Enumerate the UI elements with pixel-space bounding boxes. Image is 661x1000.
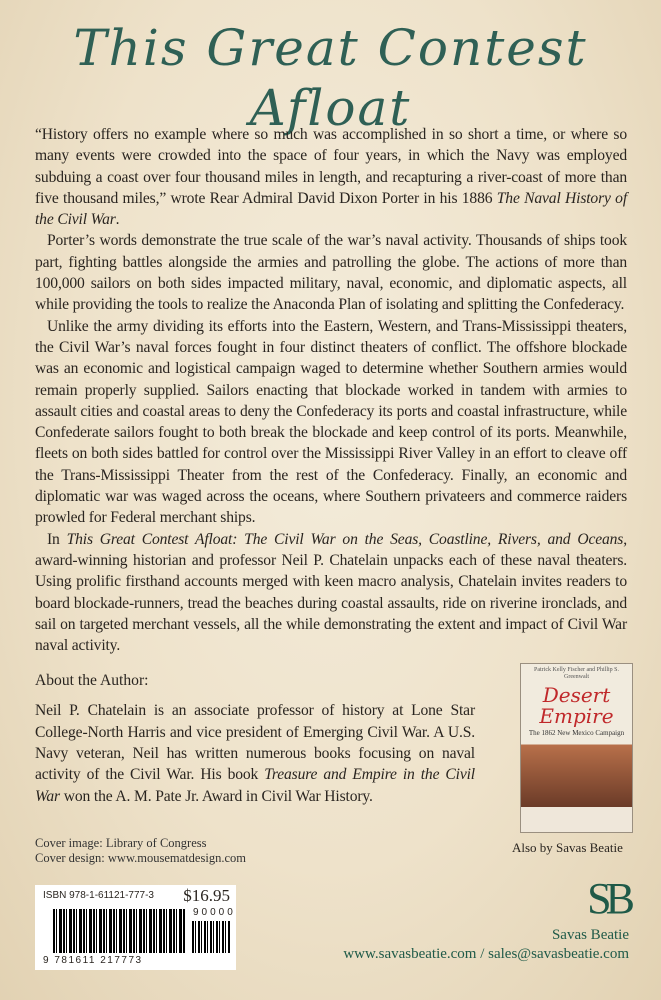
publisher-logo: SB <box>587 874 629 923</box>
other-book-authors: Patrick Kelly Fischer and Phillip S. Greenwalt <box>534 667 619 680</box>
other-book-cover <box>520 663 633 833</box>
text-run: “History offers no example where so much was accomplished in so short a time, or where so many events were crowded into the space of four years, in which the Navy was employed subduing a coast over four thousand miles in length, and recapturing a river-coast of more than five thousand miles,” wrote Rear Admiral David Dixon Porter in his 1886 <box>35 126 627 207</box>
about-author-text <box>35 700 475 806</box>
cover-design-credit: Cover design: www.mousematdesign.com <box>35 851 246 865</box>
text-run: . <box>115 211 120 229</box>
isbn-text: ISBN 978-1-61121-777-3 <box>43 890 154 901</box>
paragraph <box>35 316 627 529</box>
other-book-title: Desert Empire <box>539 683 614 728</box>
book-title: This Great Contest Afloat <box>73 19 588 137</box>
other-book-subtitle: The 1862 New Mexico Campaign <box>528 729 625 737</box>
text-run: won the A. M. Pate Jr. Award in Civil War History. <box>59 787 373 805</box>
cover-image-credit: Cover image: Library of Congress <box>35 836 207 850</box>
text-run: , award-winning historian and professor Neil P. Chatelain unpacks each of these naval theaters. Using prolific firsthand accounts merged with keen macro analysis, Chatelain invites readers to board blockade-runners, tread the beaches during coastal assaults, ride on riverine ironclads, and sail on targeted merchant vessels, all the while demonstrating the extent and impact of Civil War naval activity. <box>35 530 627 655</box>
isbn-barcode <box>35 885 236 970</box>
text-run: In <box>47 530 67 548</box>
price: $16.95 <box>183 886 230 905</box>
paragraph <box>35 124 627 230</box>
price-addon-code: 90000 <box>193 907 236 918</box>
italic-title: This Great Contest Afloat: The Civil War on the Seas, Coastline, Rivers, and Oceans <box>66 530 624 548</box>
text-run: Neil P. Chatelain is an associate professor of history at Lone Star College-North Harris and vice president of Emerging Civil War. A U.S. Navy veteran, Neil has written numerous books focusing on naval activity of the Civil War. His book <box>35 702 475 784</box>
text-run: Porter’s words demonstrate the true scale of the war’s naval activity. Thousands of ships took part, fighting battles alongside the armies and patrolling the globe. The actions of more than 100,000 sailors on both sides impacted military, naval, economic, and diplomatic aspects, all while providing the tools to realize the Anaconda Plan of isolating and splitting the Confederacy. <box>35 232 627 314</box>
publisher-contact: www.savasbeatie.com / sales@savasbeatie.com <box>343 946 629 962</box>
barcode-bars <box>53 909 185 953</box>
italic-title: The Naval History of the Civil War <box>35 189 627 229</box>
also-by-caption: Also by Savas Beatie <box>512 840 623 855</box>
publisher-name: Savas Beatie <box>551 927 629 943</box>
about-author-heading: About the Author: <box>35 672 149 690</box>
publisher-info <box>343 926 629 964</box>
credits <box>35 836 246 866</box>
italic-title: Treasure and Empire in the Civil War <box>35 766 475 805</box>
paragraph <box>35 230 627 315</box>
paragraph <box>35 529 627 657</box>
text-run: Unlike the army dividing its efforts into the Eastern, Western, and Trans-Mississippi theaters, the Civil War’s naval forces fought in four distinct theaters of conflict. The offshore blockade was an economic and logistical campaign waged to determine whether Southern armies would remain properly supplied. Sailors enacting that blockade worked in tandem with armies to assault cities and coastal areas to deny the Confederacy its ports and coastal infrastructure, while Confederate sailors fought to both break the blockade and keep control of its ports. Meanwhile, fleets on both sides battled for control over the Mississippi River Valley in an effort to cleave off the Trans-Mississippi Theater from the rest of the Confederacy. Finally, an economic and diplomatic war was waged across the oceans, where Southern privateers and commerce raiders prowled for Federal merchant ships. <box>35 317 627 527</box>
book-description <box>35 124 627 656</box>
barcode-number: 9 781611 217773 <box>43 955 143 966</box>
addon-barcode-bars <box>192 921 230 953</box>
